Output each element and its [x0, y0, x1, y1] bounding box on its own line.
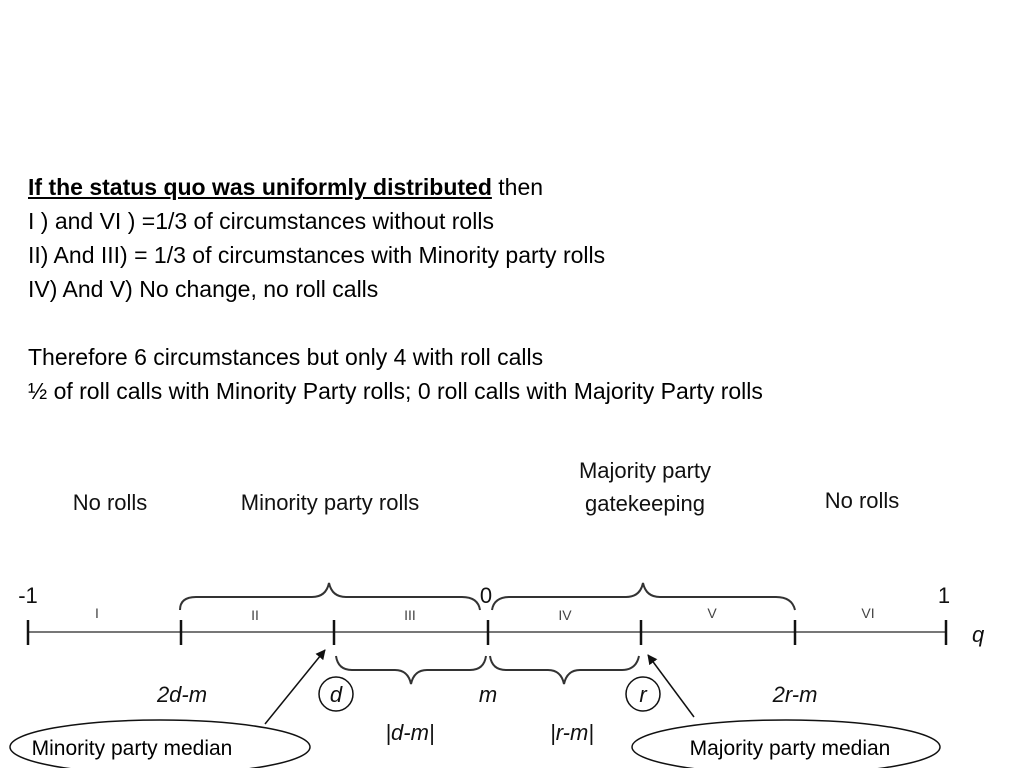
- arrow-minority-median: [265, 650, 325, 724]
- header-no-rolls-right: No rolls: [824, 488, 900, 513]
- axis-zero-label: 0: [479, 583, 493, 608]
- region-III: III: [404, 607, 416, 623]
- axis-min-label: -1: [18, 583, 38, 608]
- line-3: IV) And V) No change, no roll calls: [28, 276, 379, 302]
- point-d: d: [329, 682, 343, 707]
- header-majority-line2: gatekeeping: [585, 491, 705, 516]
- line-4: Therefore 6 circumstances but only 4 with roll calls: [28, 344, 544, 370]
- axis-variable-label: q: [972, 622, 985, 647]
- lead-bold: If the status quo was uniformly distributed: [28, 174, 492, 200]
- brace-r-m: [490, 656, 639, 684]
- line-2: II) And III) = 1/3 of circumstances with Minority party rolls: [28, 242, 606, 268]
- region-II: II: [251, 607, 259, 623]
- callout-majority-text: Majority party median: [689, 737, 891, 760]
- brace-d-m: [336, 656, 486, 684]
- brace-majority: [492, 583, 795, 610]
- header-minority-rolls: Minority party rolls: [240, 490, 420, 515]
- region-V: V: [707, 605, 717, 621]
- line-1: I ) and VI ) =1/3 of circumstances without rolls: [28, 208, 494, 234]
- point-2d-m: 2d-m: [156, 682, 208, 707]
- header-majority-line1: Majority party: [578, 458, 712, 483]
- line-5: ½ of roll calls with Minority Party rolls; 0 roll calls with Majority Party rolls: [28, 378, 763, 404]
- point-2r-m: 2r-m: [772, 682, 818, 707]
- point-r: r: [639, 682, 647, 707]
- distance-r-m: |r-m|: [549, 720, 595, 745]
- region-VI: VI: [861, 605, 875, 621]
- lead-rest: then: [491, 174, 544, 200]
- distance-d-m: |d-m|: [385, 720, 435, 745]
- brace-minority: [180, 583, 480, 610]
- point-m: m: [478, 682, 498, 707]
- axis-max-label: 1: [937, 583, 951, 608]
- header-no-rolls-left: No rolls: [72, 490, 148, 515]
- arrow-majority-median: [648, 655, 694, 717]
- region-I: I: [95, 605, 99, 621]
- callout-minority-text: Minority party median: [31, 737, 233, 760]
- region-IV: IV: [558, 607, 572, 623]
